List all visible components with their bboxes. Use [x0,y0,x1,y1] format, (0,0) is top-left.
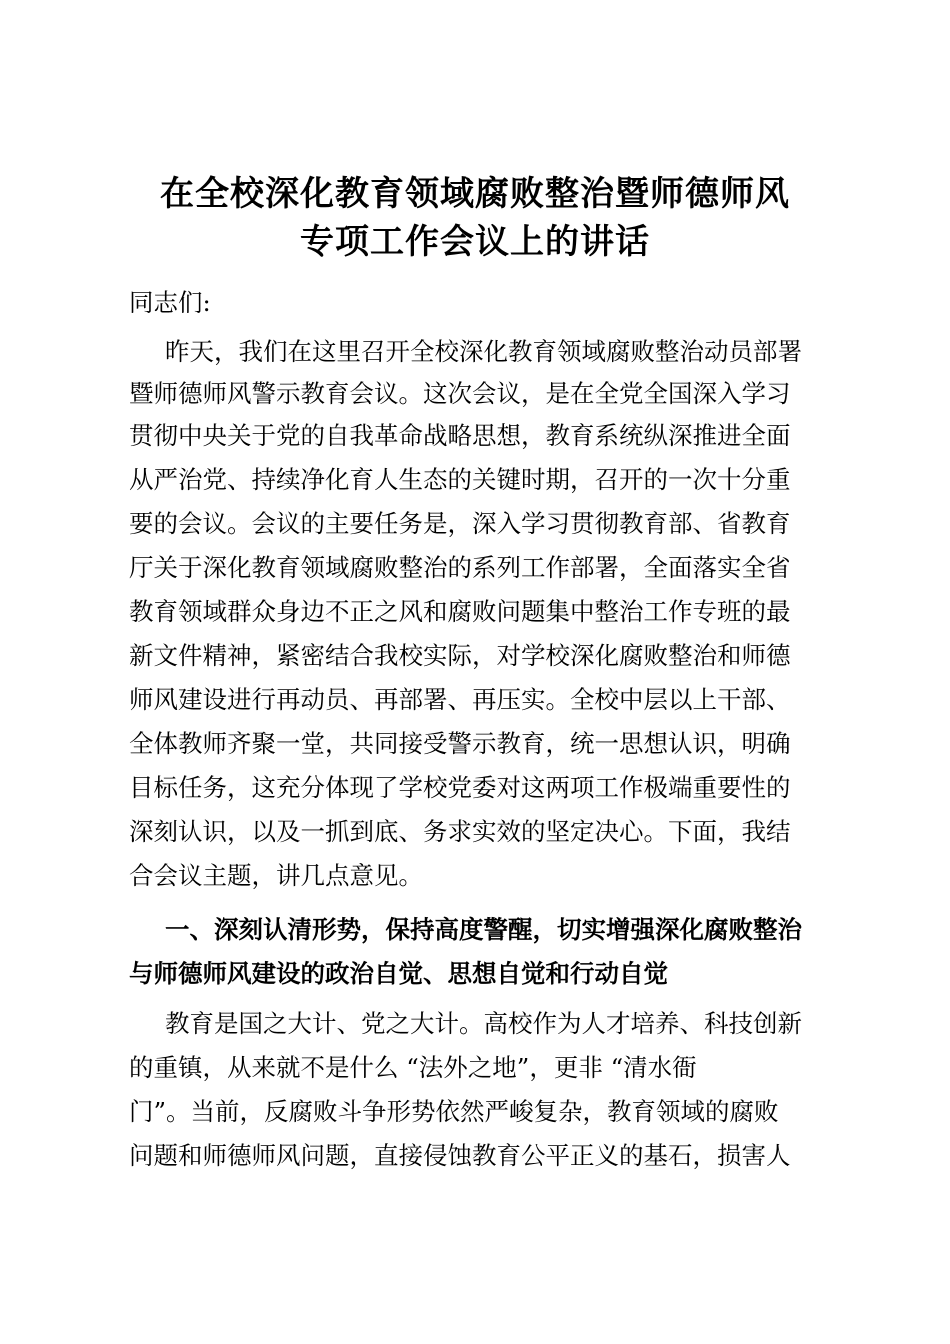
paragraph-1-line-7: 教育领域群众身边不正之风和腐败问题集中整治工作专班的最 [129,597,791,626]
paragraph-1-line-13: 合会议主题，讲几点意见。 [129,861,423,890]
section-heading-1-line-1: 一、深刻认清形势，保持高度警醒，切实增强深化腐败整治 [165,915,802,944]
section-heading-1-line-2: 与师德师风建设的政治自觉、思想自觉和行动自觉 [129,959,668,988]
paragraph-1-line-1: 昨天，我们在这里召开全校深化教育领域腐败整治动员部署 [165,337,802,366]
paragraph-1-line-9: 师风建设进行再动员、再部署、再压实。全校中层以上干部、 [129,685,791,714]
document-title-line-1: 在全校深化教育领域腐败整治暨师德师风 [160,174,790,214]
paragraph-2-line-2: 的重镇，从来就不是什么 “法外之地”，更非 “清水衙 [129,1053,697,1082]
salutation: 同志们: [129,288,211,317]
paragraph-1-line-11: 目标任务，这充分体现了学校党委对这两项工作极端重要性的 [129,773,791,802]
paragraph-1-line-3: 贯彻中央关于党的自我革命战略思想，教育系统纵深推进全面 [129,421,791,450]
paragraph-2-line-1: 教育是国之大计、党之大计。高校作为人才培养、科技创新 [165,1009,802,1038]
paragraph-1-line-5: 要的会议。会议的主要任务是，深入学习贯彻教育部、省教育 [129,509,791,538]
paragraph-1-line-2: 暨师德师风警示教育会议。这次会议，是在全党全国深入学习 [129,379,791,408]
paragraph-2-line-3: 门”。当前，反腐败斗争形势依然严峻复杂，教育领域的腐败 [129,1097,779,1126]
paragraph-1-line-6: 厅关于深化教育领域腐败整治的系列工作部署，全面落实全省 [129,553,791,582]
document-title-line-2: 专项工作会议上的讲话 [300,222,650,262]
paragraph-1-line-8: 新文件精神，紧密结合我校实际，对学校深化腐败整治和师德 [129,641,791,670]
paragraph-1-line-4: 从严治党、持续净化育人生态的关键时期，召开的一次十分重 [129,465,791,494]
paragraph-2-line-4: 问题和师德师风问题，直接侵蚀教育公平正义的基石，损害人 [129,1141,791,1170]
paragraph-1-line-12: 深刻认识，以及一抓到底、务求实效的坚定决心。下面，我结 [129,817,791,846]
paragraph-1-line-10: 全体教师齐聚一堂，共同接受警示教育，统一思想认识，明确 [129,729,791,758]
